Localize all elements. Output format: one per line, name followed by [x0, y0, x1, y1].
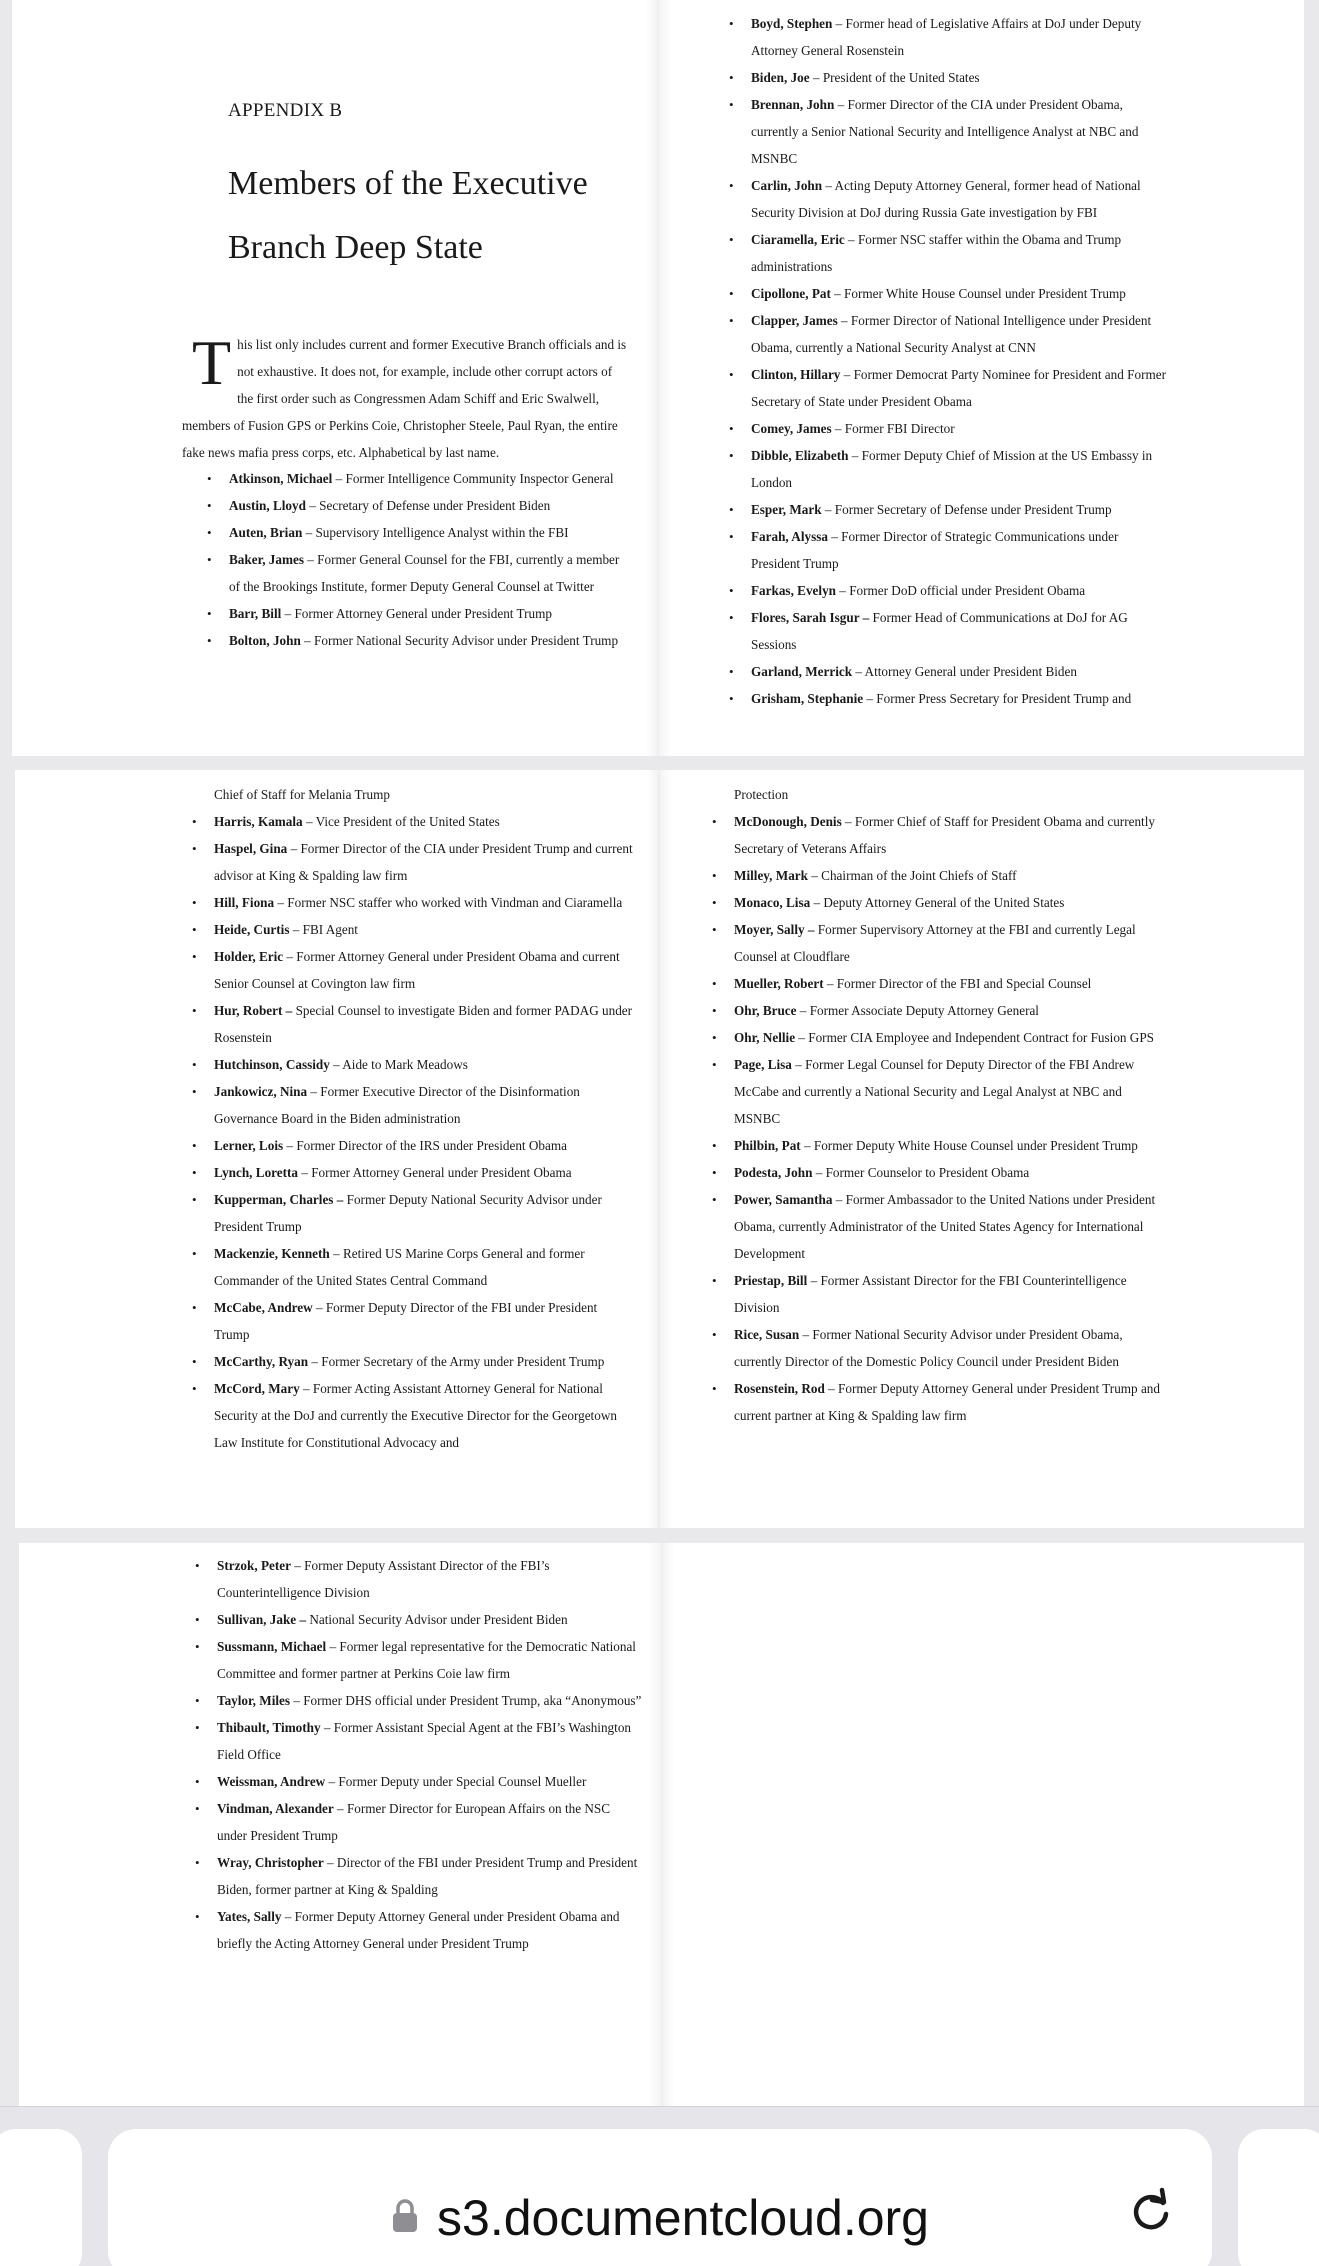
entry-desc: – Former Deputy White House Counsel under President Trump — [800, 1138, 1138, 1153]
entry-name: Carlin, John — [751, 178, 823, 193]
entry-desc: – Former head of Legislative Affairs at DoJ under Deputy Attorney General Rosenstein — [751, 16, 1142, 58]
entry-name: Philbin, Pat — [734, 1138, 801, 1153]
entry-name: Mueller, Robert — [734, 976, 824, 991]
url-field[interactable] — [108, 2129, 1212, 2266]
entry-name: Heide, Curtis — [214, 922, 290, 937]
page-6-blank — [661, 1543, 1304, 2106]
entry-name: Power, Samantha — [734, 1192, 833, 1207]
list-item — [189, 1240, 635, 1294]
entry-name: Moyer, Sally – — [734, 922, 815, 937]
list-item — [709, 1024, 1165, 1051]
entry-name: Boyd, Stephen — [751, 16, 833, 31]
list-item — [204, 465, 632, 492]
entry-desc: – Supervisory Intelligence Analyst within the FBI — [302, 525, 569, 540]
list-item — [709, 1267, 1165, 1321]
entry-desc: – Aide to Mark Meadows — [329, 1057, 468, 1072]
list-item — [726, 91, 1166, 172]
list-item — [189, 1186, 635, 1240]
name-list-page-2 — [726, 10, 1166, 712]
entry-desc: – Former Assistant Special Agent at the FBI’s Washington Field Office — [217, 1720, 632, 1762]
document-sheet-1 — [12, 0, 1304, 756]
list-item — [726, 604, 1166, 658]
entry-name: Strzok, Peter — [217, 1558, 291, 1573]
list-item — [192, 1687, 642, 1714]
entry-name: Monaco, Lisa — [734, 895, 811, 910]
entry-desc: – Former Chief of Staff for President Obama and currently Secretary of Veterans Affairs — [734, 814, 1155, 856]
entry-desc: – Deputy Attorney General of the United States — [810, 895, 1065, 910]
entry-name: Clapper, James — [751, 313, 838, 328]
entry-name: Page, Lisa — [734, 1057, 792, 1072]
entry-name: Ohr, Nellie — [734, 1030, 796, 1045]
entry-name: Weissman, Andrew — [217, 1774, 326, 1789]
entry-name: McDonough, Denis — [734, 814, 842, 829]
entry-desc: National Security Advisor under President Biden — [306, 1612, 568, 1627]
entry-desc: – Former White House Counsel under President Trump — [830, 286, 1126, 301]
list-item — [726, 307, 1166, 361]
entry-name: Sussmann, Michael — [217, 1639, 327, 1654]
entry-name: Podesta, John — [734, 1165, 813, 1180]
entry-desc: – Former Deputy Attorney General under President Trump and current partner at King & Spalding law firm — [734, 1381, 1160, 1423]
entry-desc: – Former FBI Director — [831, 421, 955, 436]
entry-name: Hill, Fiona — [214, 895, 275, 910]
document-sheet-3 — [19, 1543, 1304, 2106]
page-title — [228, 152, 648, 280]
entry-name: Esper, Mark — [751, 502, 822, 517]
name-list-page-1 — [204, 465, 632, 654]
list-item — [726, 442, 1166, 496]
entry-name: Garland, Merrick — [751, 664, 853, 679]
page-appendix-intro — [12, 0, 658, 756]
list-item — [709, 1375, 1165, 1429]
entry-name: Farkas, Evelyn — [751, 583, 836, 598]
entry-desc: – Former CIA Employee and Independent Contract for Fusion GPS — [795, 1030, 1155, 1045]
name-list-page-4 — [709, 808, 1165, 1429]
entry-desc: – Former Associate Deputy Attorney General — [796, 1003, 1039, 1018]
entry-name: Taylor, Miles — [217, 1693, 291, 1708]
entry-desc: – Former Attorney General under President Trump — [281, 606, 552, 621]
entry-name: Baker, James — [229, 552, 304, 567]
entry-desc: – Former Executive Director of the Disinformation Governance Board in the Biden administration — [214, 1084, 580, 1126]
entry-desc: – Former DHS official under President Trump, aka “Anonymous” — [290, 1693, 642, 1708]
title-line-2: Branch Deep State — [228, 229, 483, 266]
intro-text: his list only includes current and former Executive Branch officials and is not exhaustive. It does not, for example, include other corrupt actors of the first order such as Congressmen Adam Schiff and Eric Swalwell, members of Fusion GPS or Perkins Coie, Christopher Steele, Paul Ryan, the entire fake news mafia press corps, etc. Alphabetical by last name. — [182, 337, 627, 460]
page-3 — [15, 770, 659, 1528]
list-item — [192, 1552, 642, 1606]
list-item — [726, 172, 1166, 226]
entry-desc: – Former Attorney General under President Obama — [298, 1165, 572, 1180]
list-item — [189, 1294, 635, 1348]
entry-name: Comey, James — [751, 421, 832, 436]
list-item — [189, 1078, 635, 1132]
entry-name: Cipollone, Pat — [751, 286, 831, 301]
next-tab-edge[interactable] — [1238, 2129, 1319, 2266]
entry-desc: – Retired US Marine Corps General and former Commander of the United States Central Command — [214, 1246, 585, 1288]
list-item — [189, 1159, 635, 1186]
entry-desc: – Former Acting Assistant Attorney General for National Security at the DoJ and currently the Executive Director for the Georgetown Law Institute for Constitutional Advocacy and — [214, 1381, 617, 1450]
entry-name: Kupperman, Charles – — [214, 1192, 344, 1207]
entry-desc: – FBI Agent — [289, 922, 358, 937]
list-item — [204, 600, 632, 627]
continued-text: Protection — [734, 787, 789, 802]
continued-text: Chief of Staff for Melania Trump — [214, 787, 390, 802]
entry-name: Ciaramella, Eric — [751, 232, 845, 247]
entry-desc: – Former Assistant Director for the FBI Counterintelligence Division — [734, 1273, 1127, 1315]
entry-desc: – Former Deputy Director of the FBI under President Trump — [214, 1300, 598, 1342]
entry-desc: – Former Legal Counsel for Deputy Director of the FBI Andrew McCabe and currently a National Security and Legal Analyst at NBC and MSNBC — [734, 1057, 1135, 1126]
entry-name: Thibault, Timothy — [217, 1720, 321, 1735]
entry-desc: Special Counsel to investigate Biden and former PADAG under Rosenstein — [214, 1003, 633, 1045]
entry-name: Wray, Christopher — [217, 1855, 324, 1870]
appendix-label: APPENDIX B — [228, 100, 343, 121]
entry-name: Rice, Susan — [734, 1327, 800, 1342]
entry-desc: – Former National Security Advisor under President Trump — [300, 633, 619, 648]
entry-name: Dibble, Elizabeth — [751, 448, 849, 463]
list-item — [189, 943, 635, 997]
entry-name: Rosenstein, Rod — [734, 1381, 825, 1396]
list-item — [726, 658, 1166, 685]
page-2 — [658, 0, 1304, 756]
entry-desc: – Former Director of National Intelligence under President Obama, currently a National Security Analyst at CNN — [751, 313, 1152, 355]
entry-desc: – Former Attorney General under President Obama and current Senior Counsel at Covington law firm — [214, 949, 620, 991]
entry-name: Sullivan, Jake – — [217, 1612, 307, 1627]
entry-desc: – Vice President of the United States — [302, 814, 500, 829]
entry-desc: – Former Intelligence Community Inspector General — [332, 471, 614, 486]
entry-desc: Former Supervisory Attorney at the FBI and currently Legal Counsel at Cloudflare — [734, 922, 1136, 964]
list-item — [709, 1051, 1165, 1132]
list-item — [709, 889, 1165, 916]
url-text: s3.documentcloud.org — [437, 2190, 929, 2246]
entry-desc: – Former Deputy Assistant Director of the FBI’s Counterintelligence Division — [217, 1558, 550, 1600]
entry-desc: – Director of the FBI under President Trump and President Biden, former partner at King & Spalding — [217, 1855, 638, 1897]
entry-name: Jankowicz, Nina — [214, 1084, 308, 1099]
entry-desc: – Former Director of the FBI and Special Counsel — [823, 976, 1092, 991]
entry-name: Barr, Bill — [229, 606, 282, 621]
intro-paragraph — [182, 327, 627, 466]
entry-name: Farah, Alyssa — [751, 529, 828, 544]
list-item — [709, 997, 1165, 1024]
entry-desc: – Former Deputy Chief of Mission at the US Embassy in London — [751, 448, 1153, 490]
list-item — [189, 1051, 635, 1078]
list-item — [709, 1132, 1165, 1159]
entry-name: Lerner, Lois — [214, 1138, 284, 1153]
list-item — [189, 1348, 635, 1375]
entry-desc: – Former Democrat Party Nominee for President and Former Secretary of State under President Obama — [751, 367, 1166, 409]
list-item — [204, 627, 632, 654]
entry-desc: – Secretary of Defense under President Biden — [305, 498, 551, 513]
page-4 — [659, 770, 1304, 1528]
entry-name: McCabe, Andrew — [214, 1300, 313, 1315]
browser-address-bar — [0, 2106, 1319, 2266]
list-item — [709, 1159, 1165, 1186]
entry-desc: – Former Director for European Affairs on the NSC under President Trump — [217, 1801, 611, 1843]
entry-name: Austin, Lloyd — [229, 498, 306, 513]
list-item — [709, 1186, 1165, 1267]
entry-name: Priestap, Bill — [734, 1273, 808, 1288]
list-item — [726, 226, 1166, 280]
list-item — [192, 1903, 642, 1957]
entry-desc: – Acting Deputy Attorney General, former head of National Security Division at DoJ during Russia Gate investigation by FBI — [751, 178, 1141, 220]
entry-desc: – Former Director of the CIA under President Trump and current advisor at King & Spalding law firm — [214, 841, 633, 883]
drop-cap: T — [192, 327, 232, 398]
entry-desc: – Former Director of Strategic Communications under President Trump — [751, 529, 1119, 571]
entry-desc: – Former Director of the CIA under President Obama, currently a Senior National Security and Intelligence Analyst at NBC and MSNBC — [751, 97, 1139, 166]
list-item — [726, 415, 1166, 442]
entry-name: Biden, Joe — [751, 70, 810, 85]
entry-name: Flores, Sarah Isgur – — [751, 610, 870, 625]
list-item — [192, 1849, 642, 1903]
list-item — [709, 808, 1165, 862]
entry-name: Harris, Kamala — [214, 814, 303, 829]
list-item — [726, 280, 1166, 307]
entry-name: Brennan, John — [751, 97, 835, 112]
list-item — [726, 685, 1166, 712]
list-item — [189, 808, 635, 835]
entry-name: Hur, Robert – — [214, 1003, 293, 1018]
title-line-1: Members of the Executive — [228, 165, 588, 202]
entry-name: Lynch, Loretta — [214, 1165, 299, 1180]
list-item — [726, 523, 1166, 577]
list-item — [192, 1768, 642, 1795]
list-item — [192, 1606, 642, 1633]
entry-name: Atkinson, Michael — [229, 471, 333, 486]
reload-icon[interactable] — [1126, 2187, 1176, 2242]
entry-desc: – Former Press Secretary for President Trump and — [863, 691, 1132, 706]
entry-name: Milley, Mark — [734, 868, 808, 883]
lock-icon — [391, 2198, 419, 2239]
entry-name: Haspel, Gina — [214, 841, 288, 856]
list-item — [709, 1321, 1165, 1375]
list-item — [204, 519, 632, 546]
entry-desc: – Former DoD official under President Obama — [836, 583, 1086, 598]
entry-desc: Former Head of Communications at DoJ for AG Sessions — [751, 610, 1128, 652]
entry-desc: – Former Counselor to President Obama — [812, 1165, 1030, 1180]
entry-desc: – Former National Security Advisor under President Obama, currently Director of the Domestic Policy Council under President Biden — [734, 1327, 1123, 1369]
entry-name: Yates, Sally — [217, 1909, 282, 1924]
list-item — [192, 1714, 642, 1768]
entry-desc: – President of the United States — [809, 70, 980, 85]
page-5 — [19, 1543, 661, 2106]
entry-name: Grisham, Stephanie — [751, 691, 864, 706]
list-item — [709, 970, 1165, 997]
entry-name: McCarthy, Ryan — [214, 1354, 309, 1369]
entry-name: Holder, Eric — [214, 949, 284, 964]
list-item — [189, 835, 635, 889]
entry-desc: – Former NSC staffer within the Obama and Trump administrations — [751, 232, 1122, 274]
list-item — [709, 916, 1165, 970]
entry-desc: – Former NSC staffer who worked with Vindman and Ciaramella — [274, 895, 623, 910]
list-item — [726, 10, 1166, 64]
list-item — [204, 492, 632, 519]
entry-desc: Former Deputy National Security Advisor under President Trump — [214, 1192, 602, 1234]
list-item — [726, 361, 1166, 415]
list-item — [204, 546, 632, 600]
list-item — [726, 496, 1166, 523]
list-item — [192, 1633, 642, 1687]
url-display[interactable] — [108, 2189, 1212, 2247]
list-item — [189, 916, 635, 943]
entry-desc: – Former Deputy under Special Counsel Mueller — [325, 1774, 587, 1789]
document-sheet-2 — [15, 770, 1304, 1528]
entry-desc: – Former Ambassador to the United Nations under President Obama, currently Administrator of the United States Agency for International Development — [734, 1192, 1156, 1261]
entry-desc: – Former Secretary of the Army under President Trump — [308, 1354, 605, 1369]
entry-name: Ohr, Bruce — [734, 1003, 797, 1018]
list-item — [726, 64, 1166, 91]
list-item — [189, 1375, 635, 1456]
name-list-page-5 — [192, 1552, 642, 1957]
list-item — [709, 862, 1165, 889]
entry-name: Auten, Brian — [229, 525, 303, 540]
list-item — [189, 1132, 635, 1159]
entry-desc: – Attorney General under President Biden — [852, 664, 1077, 679]
previous-tab-edge[interactable] — [0, 2129, 82, 2266]
list-item — [189, 889, 635, 916]
list-item — [192, 1795, 642, 1849]
entry-desc: – Chairman of the Joint Chiefs of Staff — [807, 868, 1017, 883]
entry-name: Vindman, Alexander — [217, 1801, 334, 1816]
entry-name: Bolton, John — [229, 633, 301, 648]
list-item — [189, 997, 635, 1051]
entry-name: Clinton, Hillary — [751, 367, 841, 382]
list-item — [726, 577, 1166, 604]
entry-desc: – Former Secretary of Defense under President Trump — [821, 502, 1112, 517]
entry-desc: – Former Deputy Attorney General under President Obama and briefly the Acting Attorney General under President Trump — [217, 1909, 620, 1951]
entry-name: Mackenzie, Kenneth — [214, 1246, 330, 1261]
entry-desc: – Former General Counsel for the FBI, currently a member of the Brookings Institute, former Deputy General Counsel at Twitter — [229, 552, 620, 594]
name-list-page-3 — [189, 808, 635, 1456]
entry-desc: – Former Director of the IRS under President Obama — [283, 1138, 567, 1153]
entry-desc: – Former legal representative for the Democratic National Committee and former partner at Perkins Coie law firm — [217, 1639, 636, 1681]
entry-name: Hutchinson, Cassidy — [214, 1057, 330, 1072]
entry-name: McCord, Mary — [214, 1381, 300, 1396]
